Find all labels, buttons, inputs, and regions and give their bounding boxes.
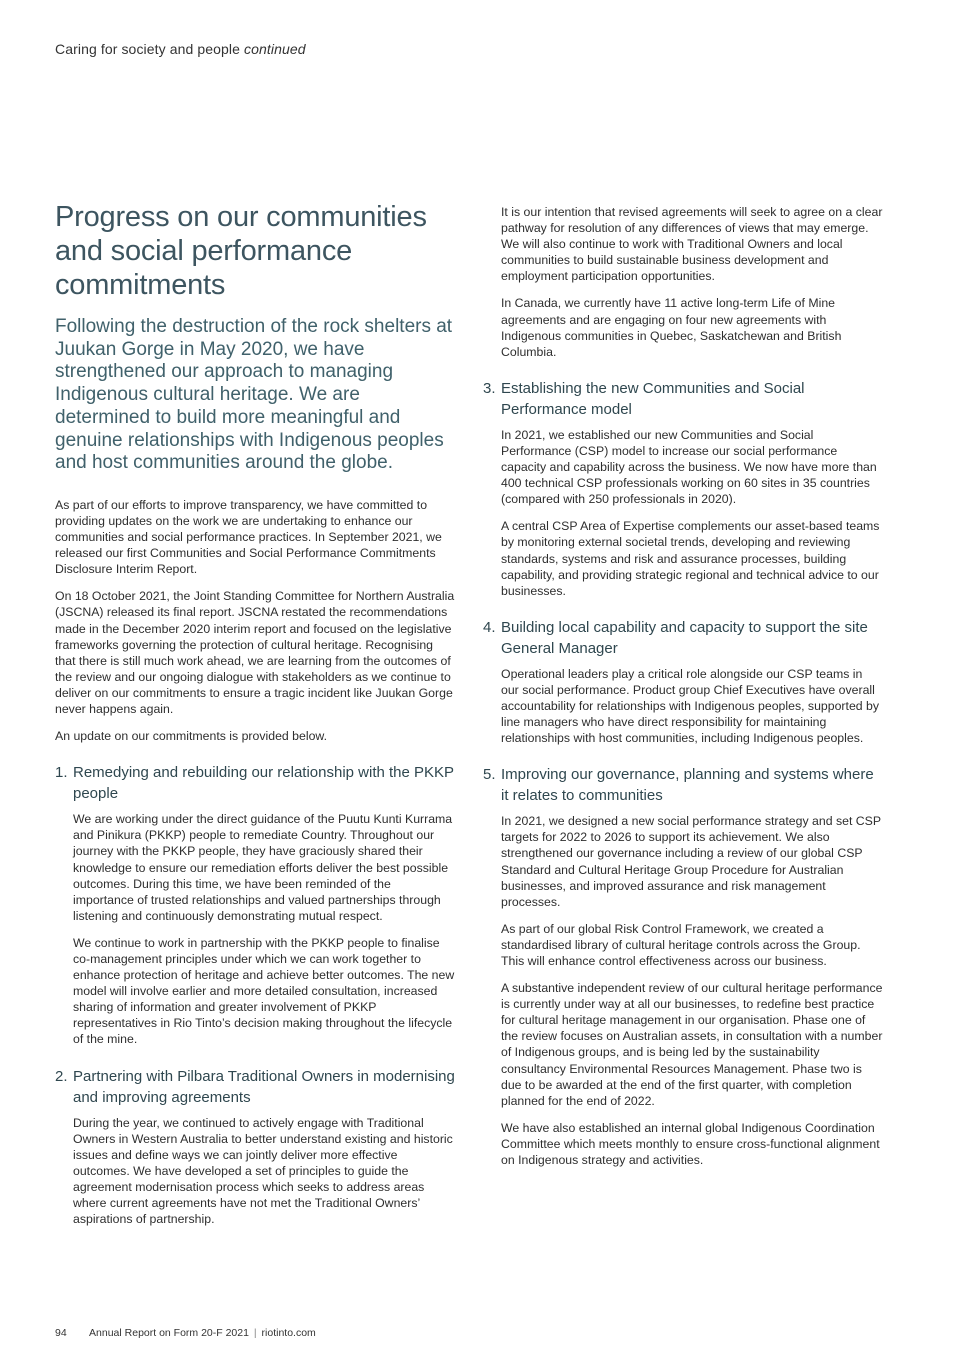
continuation-paragraph: It is our intention that revised agreements will seek to agree on a clear pathway for resolution of any differences of views that may emerge. We will also continue to work with Traditional Owners and local communities to build sustainable business development and employment participation opportunities. bbox=[501, 205, 883, 284]
section-paragraph: We continue to work in partnership with the PKKP people to finalise co-management principles under which we can work together to enhance protection of heritage and achieve better outcomes. The new model will involve earlier and more detailed consultation, increased sharing of information and greater involvement of PKKP representatives in Rio Tinto’s decision making throughout the lifecycle of the mine. bbox=[73, 935, 455, 1047]
intro-paragraph: An update on our commitments is provided below. bbox=[55, 729, 328, 744]
section-number: 2. bbox=[55, 1067, 68, 1085]
left-column bbox=[55, 200, 455, 1238]
section-number: 3. bbox=[483, 379, 496, 397]
section-paragraph: As part of our global Risk Control Framework, we created a standardised library of cultural heritage controls across the Group. This will enhance control effectiveness across our business. bbox=[501, 921, 861, 968]
commitment-section-2 bbox=[55, 1066, 455, 1228]
section-title: Caring for society and people bbox=[55, 41, 241, 57]
section-heading-text: Improving our governance, planning and systems where it relates to communities bbox=[501, 766, 874, 805]
report-name: Annual Report on Form 20-F 2021 bbox=[89, 1327, 249, 1339]
section-paragraph: In 2021, we designed a new social performance strategy and set CSP targets for 2022 to 2026 to support its achievement. We also strengthened our governance including a review of our global CSP Standard and Cultural Heritage Group Procedure for Australian businesses, and improved assurance and risk management processes. bbox=[501, 814, 881, 909]
commitment-section-1 bbox=[55, 762, 455, 1047]
section-heading-text: Remedying and rebuilding our relationship with the PKKP people bbox=[73, 764, 454, 803]
section-heading bbox=[483, 764, 883, 806]
section-paragraph: In 2021, we established our new Communities and Social Performance (CSP) model to increase our social performance capacity and capability across the business. We now have more than 400 technical CSP professionals working on 60 sites in 35 countries (compared with 250 professionals in 2020). bbox=[501, 427, 877, 507]
section-heading bbox=[55, 762, 455, 804]
section-paragraph: We have also established an internal global Indigenous Coordination Committee which meets monthly to ensure cross-functional alignment on Indigenous strategy and activities. bbox=[501, 1120, 880, 1168]
lede-paragraph: Following the destruction of the rock shelters at Juukan Gorge in May 2020, we have strengthened our approach to managing Indigenous cultural heritage. We are determined to build more meaningful and genuine relationships with Indigenous peoples and host communities around the globe. bbox=[55, 316, 453, 474]
commitment-section-5 bbox=[483, 764, 883, 1168]
commitment-section-4 bbox=[483, 617, 883, 746]
section-paragraph: During the year, we continued to actively engage with Traditional Owners in Western Australia to better understand existing and historic issues and define ways we can jointly deliver more effective outcomes. We have developed a set of principles to guide the agreement modernisation process which seeks to address areas where current agreements have not met the Traditional Owners’ aspirations of partnership. bbox=[73, 1115, 453, 1227]
intro-paragraph: On 18 October 2021, the Joint Standing Committee for Northern Australia (JSCNA) released its final report. JSCNA restated the recommendations made in the December 2020 interim report and focused on the legislative frameworks governing the protection of cultural heritage. Recognising that there is still much work ahead, we are learning from the outcomes of the review and our ongoing dialogue with stakeholders as we continue to deliver on our commitments to ensure a tragic incident like Juukan Gorge never happens again. bbox=[55, 589, 455, 717]
continuation-paragraph: In Canada, we currently have 11 active long-term Life of Mine agreements and are engaging on four new agreements with Indigenous communities in Quebec, Saskatchewan and British Columbia. bbox=[501, 296, 842, 359]
continued-label: continued bbox=[244, 41, 306, 57]
section-paragraph: A central CSP Area of Expertise complements our asset-based teams by monitoring external societal trends, developing and reviewing standards, systems and risk and assurance processes, building capability, and providing strategic regional and technical advice to our businesses. bbox=[501, 519, 880, 598]
website-link[interactable]: riotinto.com bbox=[261, 1327, 316, 1339]
section-number: 4. bbox=[483, 618, 496, 636]
section-number: 1. bbox=[55, 764, 68, 782]
footer-separator: | bbox=[253, 1327, 257, 1339]
page-footer bbox=[55, 1327, 316, 1339]
running-header bbox=[55, 41, 306, 57]
section-paragraph: A substantive independent review of our cultural heritage performance is currently under way at all our businesses, to redefine best practice for cultural heritage management in our organisation. Phase one of the review focuses on Australian assets, in consultation with a number of Indigenous groups, and is being led by the sustainability consultancy Environmental Resources Management. Phase two is due to be awarded at the end of the first quarter, with completion planned for the end of 2022. bbox=[501, 981, 883, 1108]
section-heading-text: Establishing the new Communities and Social Performance model bbox=[501, 379, 805, 418]
section-heading-text: Partnering with Pilbara Traditional Owners in modernising and improving agreements bbox=[73, 1067, 455, 1106]
section-heading bbox=[483, 617, 883, 659]
section-heading bbox=[483, 378, 883, 420]
section-paragraph: We are working under the direct guidance of the Puutu Kunti Kurrama and Pinikura (PKKP) people to remediate Country. Throughout our journey with the PKKP people, they have graciously shared their knowledge to ensure our remediation efforts deliver the best possible outcomes. During this time, we have been reminded of the importance of trusted relationships and valued partnerships through listening and continuously demonstrating mutual respect. bbox=[73, 812, 453, 923]
page-number: 94 bbox=[55, 1327, 67, 1339]
page-title: Progress on our communities and social performance commitments bbox=[55, 201, 427, 301]
commitment-section-3 bbox=[483, 378, 883, 599]
section-number: 5. bbox=[483, 766, 496, 784]
section-heading-text: Building local capability and capacity to support the site General Manager bbox=[501, 618, 868, 657]
section-heading bbox=[55, 1066, 455, 1108]
section-paragraph: Operational leaders play a critical role alongside our CSP teams in our social performance. Product group Chief Executives have overall accountability for relationships with Indigenous peoples, supported by line managers who have direct responsibility for maintaining relationships with host communities, including Indigenous peoples. bbox=[501, 666, 880, 746]
right-column bbox=[483, 204, 883, 1179]
intro-paragraph: As part of our efforts to improve transparency, we have committed to providing updates on the work we are undertaking to enhance our communities and social performance practices. In September 2021, we released our first Communities and Social Performance Commitments Disclosure Interim Report. bbox=[55, 497, 442, 577]
